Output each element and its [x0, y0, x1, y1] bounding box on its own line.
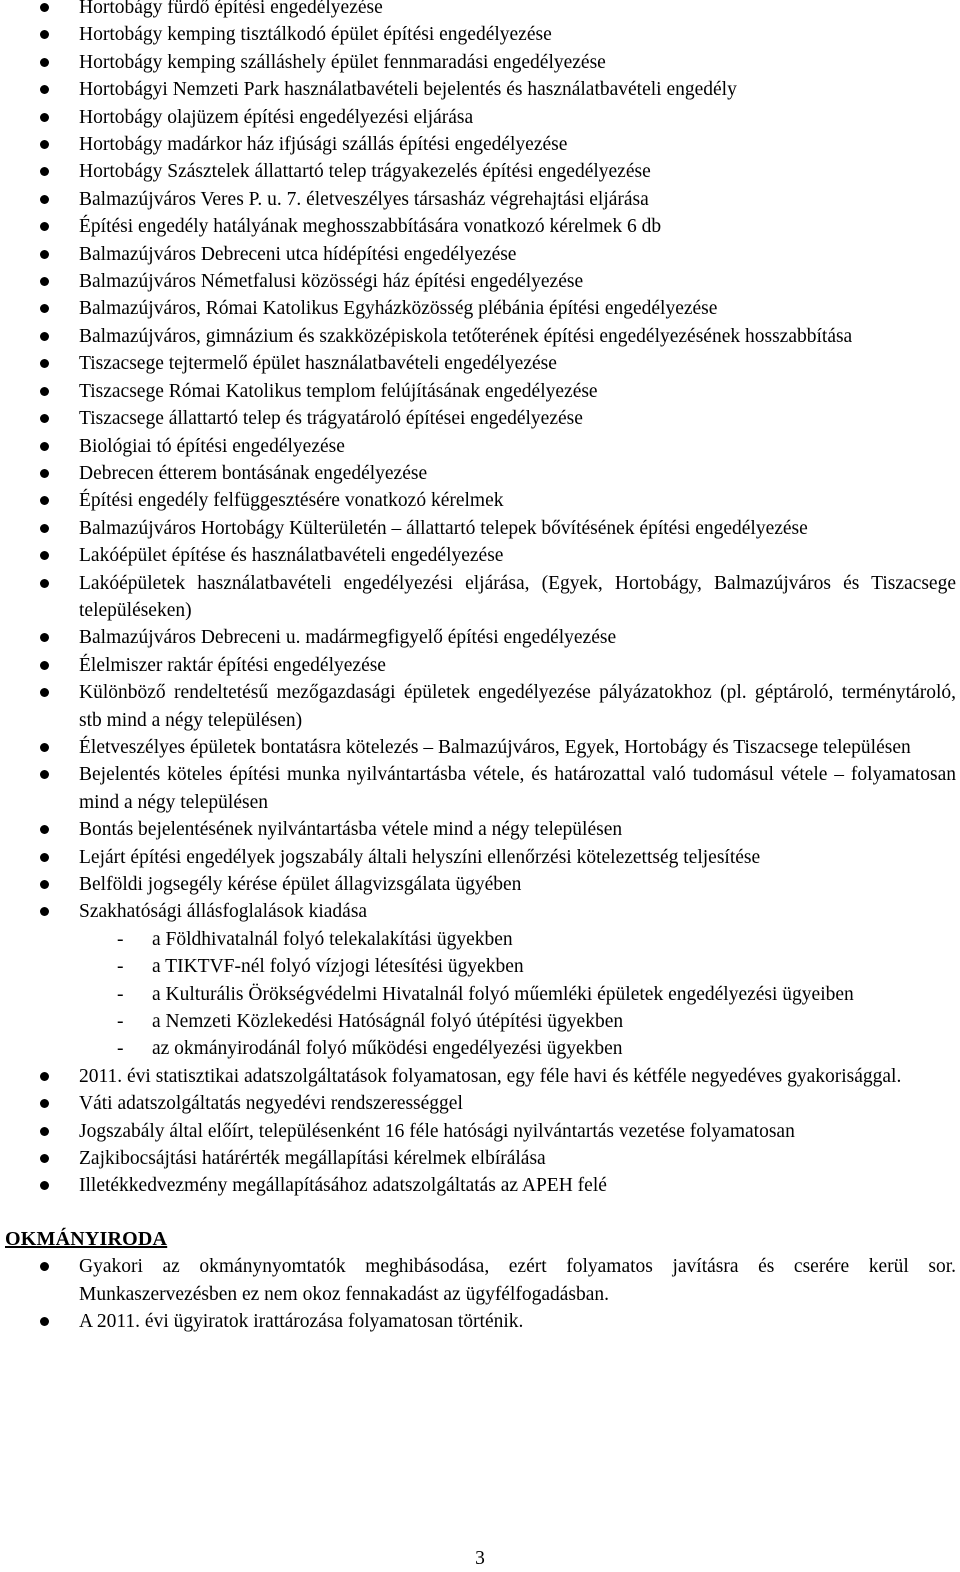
bullet-icon	[40, 222, 49, 231]
list-item	[0, 844, 960, 871]
list-item	[0, 1172, 960, 1199]
list-item	[0, 76, 960, 103]
dash-marker: -	[117, 983, 124, 1005]
bullet-icon	[40, 1317, 49, 1326]
sub-list-item-text: a Kulturális Örökségvédelmi Hivatalnál folyó műemléki épületek engedélyezési ügyeiben	[152, 983, 854, 1005]
bullet-icon	[40, 30, 49, 39]
list-item-text: Hortobágy Szásztelek állattartó telep trágyakezelés építési engedélyezése	[79, 161, 651, 183]
bullet-icon	[40, 359, 49, 368]
sub-list	[79, 926, 956, 1063]
bullet-icon	[40, 414, 49, 423]
list-item-text: Lakóépületek használatbavételi engedélyezési eljárása, (Egyek, Hortobágy, Balmazújváros és Tiszacsege településeken)	[79, 572, 956, 621]
list-item	[0, 898, 960, 1062]
bullet-icon	[40, 113, 49, 122]
bullet-icon	[40, 3, 49, 12]
list-item-text: Belföldi jogsegély kérése épület állagvizsgálata ügyében	[79, 874, 522, 895]
list-item-text: Lejárt építési engedélyek jogszabály általi helyszíni ellenőrzési kötelezettség teljesítése	[79, 846, 761, 868]
sub-list-item-text: a Földhivatalnál folyó telekalakítási ügyekben	[152, 928, 513, 950]
list-item-text: Bejelentés köteles építési munka nyilvántartásba vétele, és határozattal való tudomásul vétele – folyamatosan mind a négy településen	[79, 764, 956, 813]
list-item	[0, 679, 960, 734]
bullet-icon	[40, 85, 49, 94]
list-item	[0, 761, 960, 816]
bullet-icon	[40, 140, 49, 149]
bullet-icon	[40, 1181, 49, 1190]
list-item	[0, 515, 960, 542]
bullet-icon	[40, 825, 49, 834]
list-item-text: Élelmiszer raktár építési engedélyezése	[79, 654, 386, 676]
bullet-icon	[40, 1127, 49, 1136]
list-item	[0, 131, 960, 158]
sub-list-item-text: a TIKTVF-nél folyó vízjogi létesítési ügyekben	[152, 956, 524, 978]
list-item	[0, 487, 960, 514]
list-item	[0, 186, 960, 213]
bullet-icon	[40, 880, 49, 889]
list-item	[0, 350, 960, 377]
sub-list-item	[0, 1008, 956, 1035]
list-item-text: Balmazújváros Debreceni utca hídépítési engedélyezése	[79, 243, 517, 265]
list-item-text: Szakhatósági állásfoglalások kiadása	[79, 901, 368, 923]
bullet-icon	[40, 853, 49, 862]
list-item-text: A 2011. évi ügyiratok irattározása folyamatosan történik.	[79, 1311, 524, 1333]
list-item-text: Hortobágy madárkor ház ifjúsági szállás építési engedélyezése	[79, 134, 568, 156]
list-item-text: Hortobágy fürdő építési engedélyezése	[79, 0, 383, 18]
bullet-icon	[40, 1072, 49, 1081]
sub-list-item-text: az okmányirodánál folyó működési engedélyezési ügyekben	[152, 1038, 623, 1060]
list-item	[0, 734, 960, 761]
list-item	[0, 405, 960, 432]
list-item-text: Építési engedély felfüggesztésére vonatkozó kérelmek	[79, 490, 504, 512]
list-item-text: Balmazújváros, gimnázium és szakközépiskola tetőterének építési engedélyezésének hosszabbítása	[79, 325, 853, 347]
bullet-icon	[40, 58, 49, 67]
list-item	[0, 378, 960, 405]
list-item-text: Balmazújváros, Római Katolikus Egyházközösség plébánia építési engedélyezése	[79, 298, 718, 320]
list-item	[0, 1118, 960, 1145]
bullet-icon	[40, 167, 49, 176]
bullet-icon	[40, 469, 49, 478]
list-item	[0, 1308, 960, 1335]
bullet-icon	[40, 579, 49, 588]
list-item	[0, 323, 960, 350]
list-item	[0, 104, 960, 131]
list-item-text: Hortobágy olajüzem építési engedélyezési eljárása	[79, 106, 474, 128]
list-item-text: Különböző rendeltetésű mezőgazdasági épületek engedélyezése pályázatokhoz (pl. géptároló, terménytároló, stb mind a négy településen)	[79, 682, 956, 731]
bullet-icon	[40, 743, 49, 752]
list-item	[0, 652, 960, 679]
list-item	[0, 433, 960, 460]
section-heading: OKMÁNYIRODA	[5, 1227, 168, 1250]
bullet-icon	[40, 304, 49, 313]
section-bullet-list	[0, 1253, 960, 1335]
list-item	[0, 268, 960, 295]
sub-list-item	[0, 1035, 956, 1062]
sub-list-item	[0, 981, 956, 1008]
bullet-icon	[40, 195, 49, 204]
list-item	[0, 0, 960, 21]
bullet-icon	[40, 496, 49, 505]
list-item-text: Lakóépület építése és használatbavételi engedélyezése	[79, 545, 504, 567]
list-item	[0, 1090, 960, 1117]
bullet-icon	[40, 332, 49, 341]
sub-list-item-text: a Nemzeti Közlekedési Hatóságnál folyó útépítési ügyekben	[152, 1011, 624, 1033]
list-item-text: Építési engedély hatályának meghosszabbítására vonatkozó kérelmek 6 db	[79, 216, 662, 238]
list-item-text: Hortobágyi Nemzeti Park használatbavételi bejelentés és használatbavételi engedély	[79, 79, 737, 101]
bullet-icon	[40, 907, 49, 916]
list-item-text: Gyakori az okmánynyomtatók meghibásodása, ezért folyamatos javításra és cserére kerül sor. Munkaszervezésben ez nem okoz fennakadást az ügyfélfogadásban.	[79, 1256, 956, 1305]
list-item	[0, 158, 960, 185]
list-item-text: Tiszacsege Római Katolikus templom felújításának engedélyezése	[79, 380, 598, 402]
list-item	[0, 295, 960, 322]
list-item-text: Balmazújváros Debreceni u. madármegfigyelő építési engedélyezése	[79, 627, 617, 649]
list-item-text: Bontás bejelentésének nyilvántartásba vétele mind a négy településen	[79, 819, 623, 841]
dash-marker: -	[117, 1011, 124, 1033]
list-item-text: Zajkibocsájtási határérték megállapítási kérelmek elbírálása	[79, 1148, 546, 1170]
list-item	[0, 624, 960, 651]
list-item	[0, 49, 960, 76]
bullet-icon	[40, 1099, 49, 1108]
list-item	[0, 241, 960, 268]
list-item-text: Balmazújváros Németfalusi közösségi ház építési engedélyezése	[79, 271, 584, 293]
bullet-icon	[40, 1154, 49, 1163]
dash-marker: -	[117, 928, 124, 950]
bullet-icon	[40, 661, 49, 670]
sub-list-item	[0, 953, 956, 980]
list-item-text: Életveszélyes épületek bontatásra kötelezés – Balmazújváros, Egyek, Hortobágy és Tiszacsege településen	[79, 736, 911, 758]
list-item-text: 2011. évi statisztikai adatszolgáltatások folyamatosan, egy féle havi és kétféle negyedéves gyakorisággal.	[79, 1065, 902, 1087]
bullet-icon	[40, 250, 49, 259]
list-item	[0, 1145, 960, 1172]
list-item-text: Jogszabály által előírt, településenként 16 féle hatósági nyilvántartás vezetése folyamatosan	[79, 1120, 795, 1142]
list-item-text: Tiszacsege állattartó telep és trágyatároló építései engedélyezése	[79, 408, 583, 430]
list-item	[0, 542, 960, 569]
list-item-text: Balmazújváros Veres P. u. 7. életveszélyes társasház végrehajtási eljárása	[79, 188, 649, 210]
list-item	[0, 871, 960, 898]
list-item	[0, 21, 960, 48]
list-item-text: Hortobágy kemping tisztálkodó épület építési engedélyezése	[79, 24, 552, 46]
sub-list-item	[0, 926, 956, 953]
dash-marker: -	[117, 956, 124, 978]
bullet-icon	[40, 688, 49, 697]
bullet-icon	[40, 551, 49, 560]
list-item-text: Illetékkedvezmény megállapításához adatszolgáltatás az APEH felé	[79, 1175, 607, 1197]
list-item-text: Balmazújváros Hortobágy Külterületén – állattartó telepek bővítésének építési engedélyezése	[79, 517, 808, 539]
list-item	[0, 816, 960, 843]
list-item-text: Biológiai tó építési engedélyezése	[79, 435, 345, 457]
list-item	[0, 570, 960, 625]
bullet-icon	[40, 387, 49, 396]
dash-marker: -	[117, 1038, 124, 1060]
list-item	[0, 1063, 960, 1090]
bullet-icon	[40, 633, 49, 642]
page-number: 3	[475, 1548, 485, 1569]
bullet-icon	[40, 442, 49, 451]
list-item	[0, 213, 960, 240]
list-item	[0, 1253, 960, 1308]
bullet-icon	[40, 277, 49, 286]
list-item-text: Debrecen étterem bontásának engedélyezése	[79, 462, 428, 484]
bullet-icon	[40, 770, 49, 779]
list-item	[0, 460, 960, 487]
list-item-text: Hortobágy kemping szálláshely épület fennmaradási engedélyezése	[79, 51, 606, 73]
list-item-text: Váti adatszolgáltatás negyedévi rendszerességgel	[79, 1093, 463, 1115]
list-item-text: Tiszacsege tejtermelő épület használatbavételi engedélyezése	[79, 353, 557, 375]
bullet-icon	[40, 524, 49, 533]
bullet-icon	[40, 1262, 49, 1271]
